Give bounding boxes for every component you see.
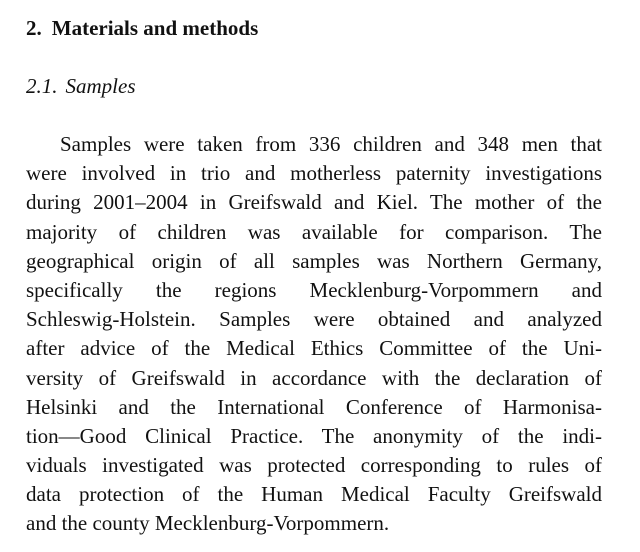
subsection-number: 2.1. (26, 74, 58, 98)
paragraph-line: majority of children was available for comparison. The (26, 219, 602, 244)
document-page (26, 0, 602, 552)
subsection-heading (26, 72, 136, 100)
paragraph-line: versity of Greifswald in accordance with the declaration of (26, 365, 602, 390)
paragraph-line: viduals investigated was protected corresponding to rules of (26, 453, 602, 478)
paragraph-line: and the county Mecklenburg-Vorpommern. (26, 511, 390, 536)
samples-paragraph (26, 130, 602, 539)
paragraph-line: Samples were taken from 336 children and 348 men that (60, 132, 602, 156)
paragraph-line: were involved in trio and motherless paternity investigations (26, 161, 602, 186)
paragraph-line: after advice of the Medical Ethics Committee of the Uni- (26, 336, 602, 361)
paragraph-line: data protection of the Human Medical Faculty Greifswald (26, 482, 602, 507)
paragraph-line: Helsinki and the International Conference of Harmonisa- (26, 394, 602, 419)
paragraph-line: during 2001–2004 in Greifswald and Kiel. The mother of the (26, 190, 602, 215)
paragraph-line: specifically the regions Mecklenburg-Vorpommern and (26, 277, 602, 302)
section-number: 2. (26, 16, 42, 40)
paragraph-line: Schleswig-Holstein. Samples were obtained and analyzed (26, 307, 602, 332)
section-heading (26, 14, 258, 42)
subsection-title: Samples (65, 74, 136, 98)
paragraph-line: geographical origin of all samples was Northern Germany, (26, 248, 602, 273)
section-title: Materials and methods (51, 16, 259, 40)
paragraph-line: tion—Good Clinical Practice. The anonymity of the indi- (26, 423, 602, 448)
